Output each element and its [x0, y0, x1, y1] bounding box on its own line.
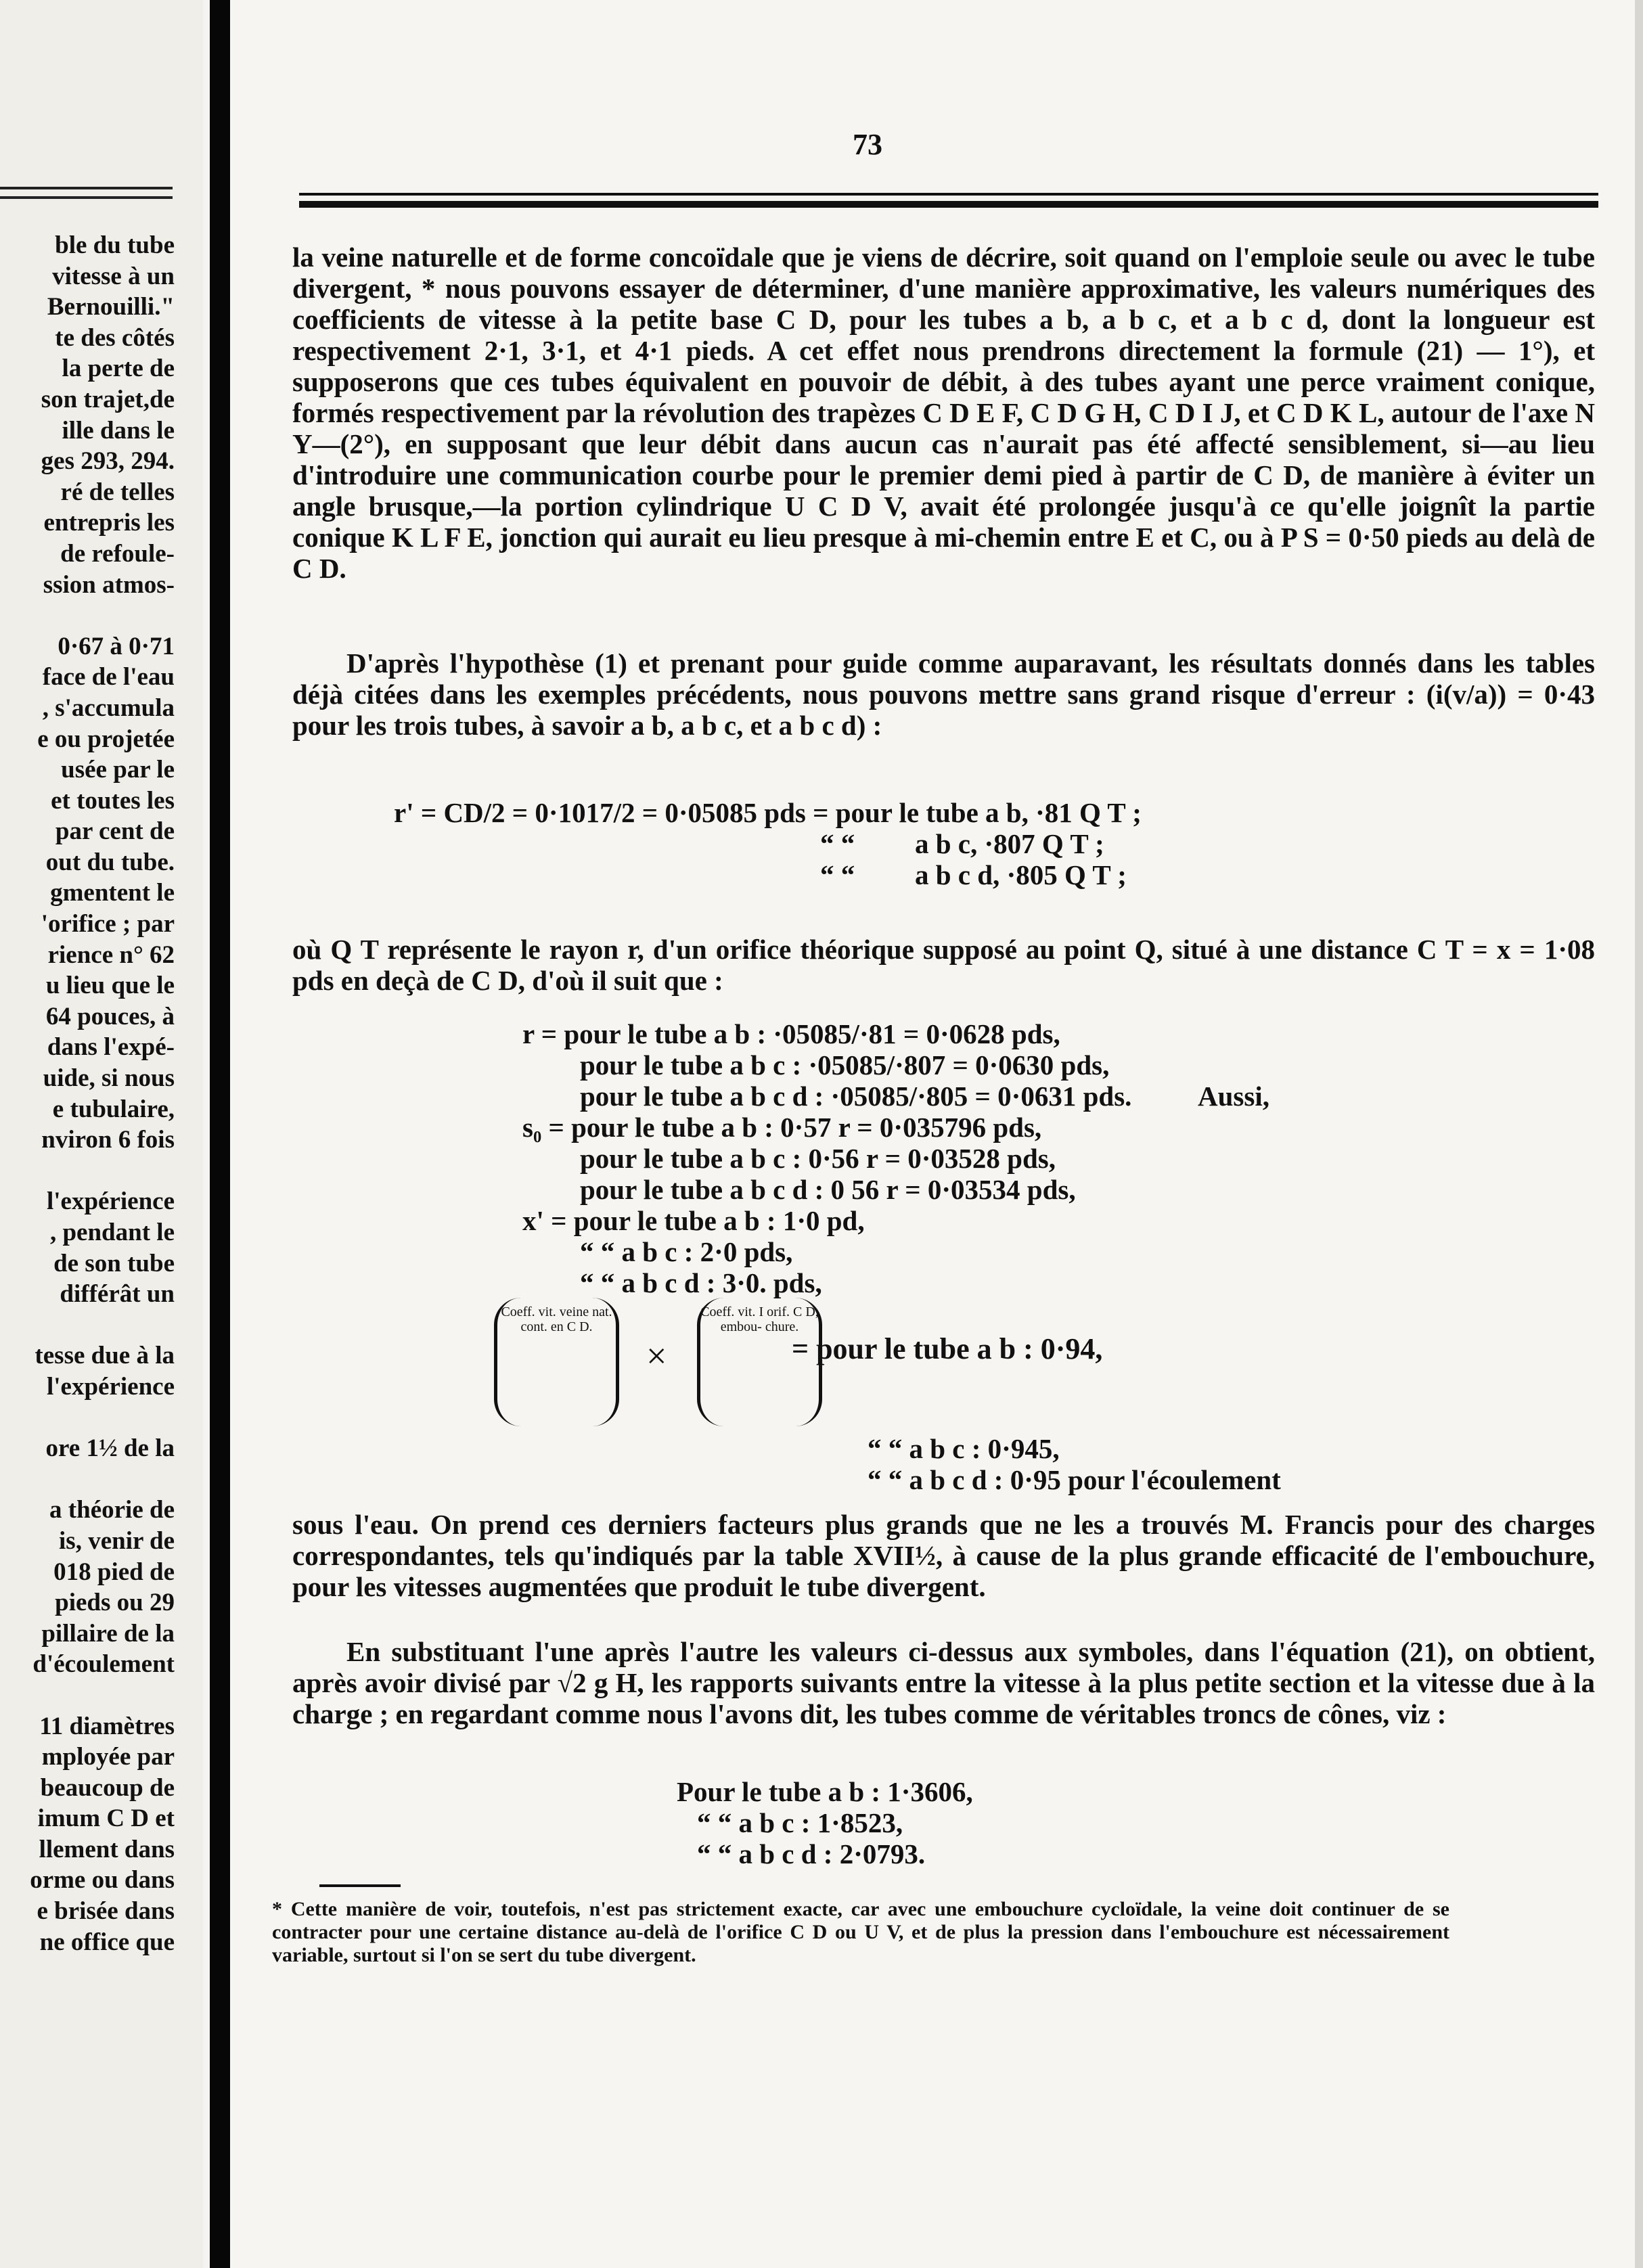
facing-page-line: ore 1½ de la: [45, 1434, 175, 1463]
facing-page-line: out du tube.: [45, 848, 175, 876]
coefficient-result: = pour le tube a b : 0·94,: [792, 1332, 1103, 1365]
facing-page-line: l'expérience: [46, 1372, 175, 1401]
facing-page-line: ges 293, 294.: [41, 447, 175, 476]
equation-line: pour le tube a b c d : ·05085/·805 = 0·0631 pds.: [580, 1081, 1132, 1112]
footnote: * Cette manière de voir, toutefois, n'est pas strictement exacte, car avec une embouchure cycloïdale, la veine doit continuer de se contracter pour une certaine distance au-delà de l'orifice C D ou U V, et de plus la pression dans l'embouchure est nécessairement variable, surtout si l'on se sert du tube divergent.: [272, 1898, 1449, 1966]
facing-page-line: [0, 600, 175, 631]
ditto-mark: “ “: [820, 859, 855, 890]
facing-page-line: te des côtés: [55, 323, 175, 352]
facing-page-line: ssion atmos-: [43, 570, 175, 599]
equation-line: “ “ a b c : 1·8523,: [697, 1807, 903, 1838]
facing-page-line: orme ou dans: [30, 1866, 175, 1895]
facing-page-line: pieds ou 29: [55, 1589, 175, 1617]
coefficient-result-3: “ “ a b c d : 0·95 pour l'écoulement: [868, 1464, 1281, 1495]
equation-line: r = pour le tube a b : ·05085/·81 = 0·0628 pds,: [522, 1018, 1060, 1049]
facing-page-line: uide, si nous: [43, 1064, 175, 1093]
facing-page-line: u lieu que le: [45, 972, 175, 1000]
facing-page-line: face de l'eau: [42, 663, 175, 691]
facing-page-line: imum C D et: [37, 1805, 175, 1833]
paragraph-2-text: D'après l'hypothèse (1) et prenant pour guide comme auparavant, les résultats donnés dans les tables déjà citées dans les exemples précédents, nous pouvons mettre sans grand risque d'erreur : (i(v/a)) = 0·43 pour les trois tubes, à savoir a b, a b c, et a b c d) :: [292, 648, 1595, 741]
facing-page-line: 0·67 à 0·71: [58, 632, 175, 660]
equation-line: r' = CD/2 = 0·1017/2 = 0·05085 pds = pour le tube a b, ·81 Q T ;: [394, 797, 1142, 828]
paragraph-3-text: où Q T représente le rayon r, d'un orifice théorique supposé au point Q, situé à une distance C T = x = 1·08 pds en deçà de C D, d'où il suit que :: [292, 934, 1595, 996]
facing-page-line: nviron 6 fois: [41, 1126, 175, 1154]
facing-page-line: rience n° 62: [47, 940, 175, 969]
facing-page-line: , pendant le: [49, 1219, 175, 1246]
footnote-rule: [319, 1884, 401, 1887]
facing-page-line: [0, 1464, 175, 1495]
facing-page-line: vitesse à un: [52, 262, 175, 290]
facing-page-fragment: [0, 0, 203, 2268]
ditto-mark: “ “: [820, 828, 855, 859]
coefficient-result-2: “ “ a b c : 0·945,: [868, 1433, 1060, 1464]
facing-page-line: 64 pouces, à: [45, 1002, 175, 1030]
equation-line: “ “ a b c : 2·0 pds,: [580, 1236, 793, 1267]
facing-page-line: a théorie de: [49, 1496, 175, 1524]
facing-page-line: ne office que: [39, 1928, 175, 1956]
equation-line: “ “ a b c d : 3·0. pds,: [580, 1267, 822, 1298]
facing-page-line: e ou projetée: [37, 725, 175, 753]
paragraph-1: [292, 242, 1595, 584]
facing-page-line: is, venir de: [59, 1526, 175, 1555]
facing-page-line: différât un: [60, 1280, 175, 1309]
facing-page-line: e brisée dans: [37, 1897, 175, 1926]
facing-page-line: son trajet,de: [41, 385, 175, 413]
right-coefficient-box: Coeff. vit. I orif. C D, embou- chure.: [697, 1298, 822, 1426]
times-sign: ×: [646, 1336, 667, 1376]
facing-page-line: par cent de: [55, 817, 175, 846]
equation-ratios: [677, 1776, 973, 1869]
paragraph-4: [292, 1509, 1595, 1602]
facing-page-line: [0, 1310, 175, 1341]
equation-line: s₀ = pour le tube a b : 0·57 r = 0·035796 pds,: [522, 1112, 1042, 1143]
equation-line: pour le tube a b c : ·05085/·807 = 0·0630 pds,: [580, 1049, 1110, 1081]
equation-line: x' = pour le tube a b : 1·0 pd,: [522, 1205, 865, 1236]
facing-page-line: tesse due à la: [35, 1342, 175, 1370]
paragraph-4-text: sous l'eau. On prend ces derniers facteurs plus grands que ne les a trouvés M. Francis pour des charges correspondantes, tels qu'indiqués par la table XVII½, à cause de la plus grande efficacité de l'embouchure, pour les vitesses augmentées que produit le tube divergent.: [292, 1509, 1595, 1602]
facing-page-line: [0, 1403, 175, 1434]
facing-page-line: llement dans: [39, 1835, 175, 1863]
facing-page-line: usée par le: [61, 756, 175, 784]
header-rule-thick: [299, 201, 1598, 208]
facing-page-line: dans l'expé-: [47, 1033, 175, 1062]
facing-page-line: 018 pied de: [53, 1558, 175, 1586]
facing-page-line: de refoule-: [60, 539, 175, 568]
facing-page-line: entrepris les: [43, 509, 175, 537]
paragraph-5-text: En substituant l'une après l'autre les valeurs ci-dessus aux symboles, dans l'équation (21), on obtient, après avoir divisé par √2 g H, les rapports suivants entre la vitesse à la plus petite section et la vitesse due à la charge ; en regardant comme nous l'avons dit, les tubes comme de véritables troncs de cônes, viz :: [292, 1636, 1595, 1729]
facing-page-line: beaucoup de: [40, 1773, 175, 1802]
page-edge: [1635, 0, 1643, 2268]
facing-page-line: l'expérience: [46, 1187, 175, 1216]
equation-line: a b c d, ·805 Q T ;: [915, 859, 1127, 890]
equation-radius-2: [820, 828, 1104, 859]
equation-radius-3: [820, 859, 1127, 890]
coefficient-product: [494, 1298, 1643, 1426]
facing-page-line: gmentent le: [50, 879, 175, 907]
aussi-label: Aussi,: [1198, 1081, 1269, 1112]
facing-page-line: d'écoulement: [32, 1650, 175, 1679]
facing-page-line: ble du tube: [55, 231, 175, 259]
page-number: 73: [853, 128, 882, 161]
facing-page-text: [0, 230, 175, 1957]
paragraph-2: [292, 648, 1595, 741]
facing-page-rule: [0, 187, 173, 189]
facing-page-line: et toutes les: [51, 786, 175, 815]
facing-page-line: [0, 1680, 175, 1711]
facing-page-line: 'orifice ; par: [41, 910, 175, 938]
equation-radius: [394, 797, 1142, 828]
facing-page-line: , s'accumula: [42, 694, 175, 722]
facing-page-line: [0, 1156, 175, 1187]
equation-line: Pour le tube a b : 1·3606,: [677, 1776, 973, 1807]
facing-page-line: la perte de: [62, 355, 175, 383]
facing-page-line: ré de telles: [60, 478, 175, 506]
equation-line: pour le tube a b c : 0·56 r = 0·03528 pds,: [580, 1143, 1056, 1174]
left-coefficient-box: Coeff. vit. veine nat. cont. en C D.: [494, 1298, 619, 1426]
facing-page-line: mployée par: [41, 1743, 175, 1771]
facing-page-line: de son tube: [53, 1249, 175, 1277]
book-gutter: [210, 0, 230, 2268]
paragraph-1-text: la veine naturelle et de forme concoïdale que je viens de décrire, soit quand on l'emploie seule ou avec le tube divergent, * nous pouvons essayer de déterminer, d'une manière approximative, les valeurs numériques des coefficients de vitesse à la petite base C D, pour les tubes a b, a b c, et a b c d, dont la longueur est respectivement 2·1, 3·1, et 4·1 pieds. A cet effet nous prendrons directement la formule (21) — 1°), et supposerons que ces tubes équivalent en pouvoir de débit, à des tubes ayant une perce vraiment conique, formés respectivement par la révolution des trapèzes C D E F, C D G H, C D I J, et C D K L, autour de l'axe N Y—(2°), en supposant que leur débit dans aucun cas n'aurait pas été affecté sensiblement, si—au lieu d'introduire une communication courbe pour le premier demi pied à partir de C D, de manière à éviter un angle brusque,—la portion cylindrique U C D V, avait été prolongée jusqu'à ce qu'elle joignît la partie conique K L F E, jonction qui aurait eu lieu presque à mi-chemin entre E et C, ou à P S = 0·50 pieds au delà de C D.: [292, 242, 1595, 584]
equation-line: a b c, ·807 Q T ;: [915, 828, 1104, 859]
paragraph-5: [292, 1636, 1595, 1729]
facing-page-line: e tubulaire,: [52, 1095, 175, 1123]
facing-page-line: Bernouilli.": [47, 293, 175, 321]
paragraph-3: [292, 934, 1595, 996]
header-rule: [299, 193, 1598, 196]
facing-page-line: ille dans le: [62, 416, 175, 445]
equation-line: “ “ a b c d : 2·0793.: [697, 1838, 926, 1869]
facing-page-line: pillaire de la: [41, 1619, 175, 1648]
facing-page-rule: [0, 196, 173, 199]
equation-block-values: [522, 1018, 1131, 1298]
equation-line: pour le tube a b c d : 0 56 r = 0·03534 pds,: [580, 1174, 1076, 1205]
facing-page-line: 11 diamètres: [39, 1712, 175, 1740]
